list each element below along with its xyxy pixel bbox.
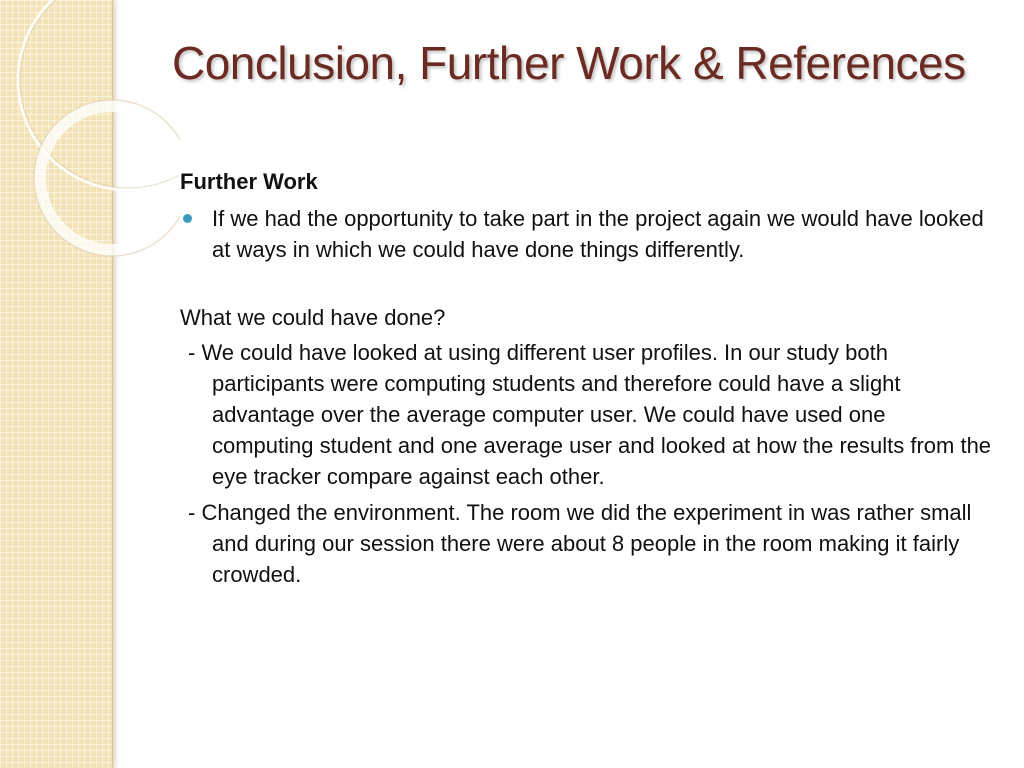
bullet-dot-icon xyxy=(183,214,192,223)
list-item: - We could have looked at using different user profiles. In our study both participants were computing students and therefore could have a slight advantage over the average computer user. We could have used one computing student and one average user and looked at how the results from the eye tracker compare against each other. xyxy=(188,340,992,489)
list-item: - Changed the environment. The room we did the experiment in was rather small and during our session there were about 8 people in the room making it fairly crowded. xyxy=(188,500,972,587)
bullet-text: If we had the opportunity to take part in the project again we would have looked at ways in which we could have done things differently. xyxy=(212,206,984,262)
section-heading: Further Work xyxy=(180,169,318,194)
bullet-item xyxy=(180,203,992,265)
slide-body xyxy=(180,166,992,595)
question-text: What we could have done? xyxy=(180,305,446,330)
decorative-side-panel xyxy=(0,0,113,768)
slide-title: Conclusion, Further Work & References xyxy=(172,37,966,89)
